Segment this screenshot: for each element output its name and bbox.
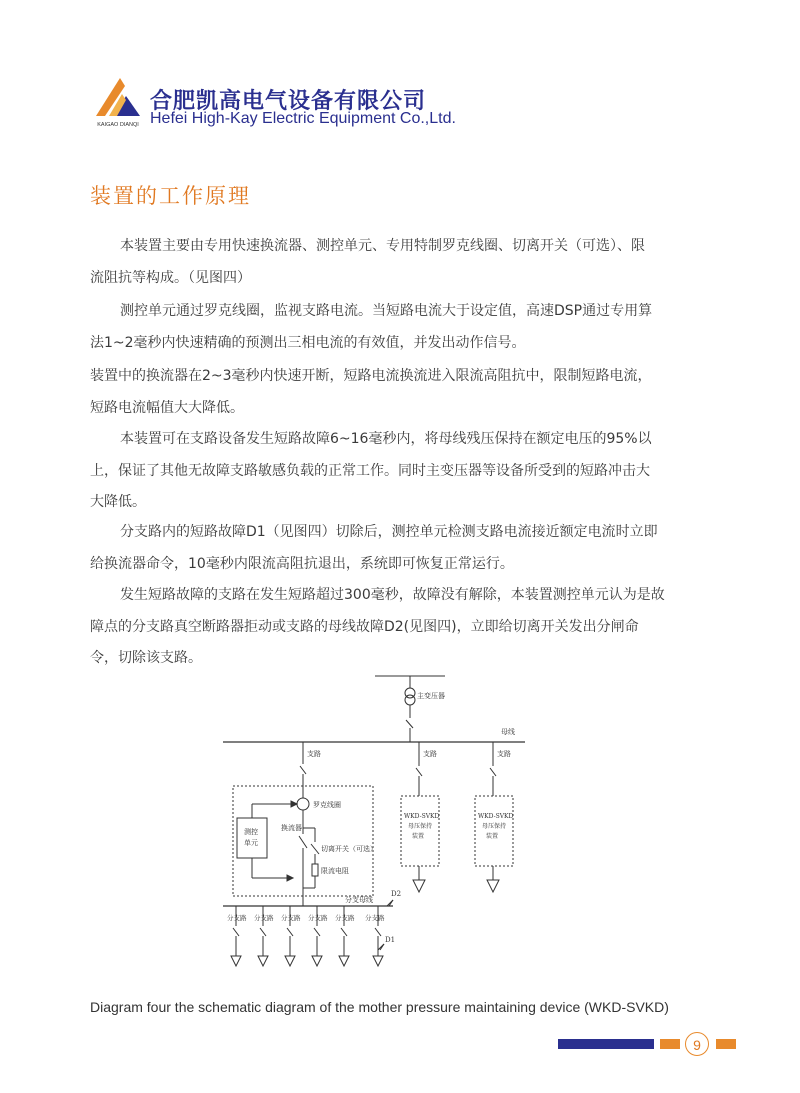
section-title: 装置的工作原理 — [90, 184, 251, 208]
footer-bar — [558, 1039, 654, 1049]
paragraph-2 — [90, 296, 712, 359]
page-number: 9 — [685, 1032, 709, 1056]
wkd-label: 母压保持 — [482, 823, 507, 830]
company-logo — [92, 72, 144, 130]
paragraph-line: 上，保证了其他无故障支路敏感负载的正常工作。同时主变压器等设备所受到的短路冲击大 — [90, 462, 650, 479]
paragraph-3 — [90, 361, 712, 424]
footer-accent — [660, 1039, 680, 1049]
paragraph-line: 发生短路故障的支路在发生短路超过300毫秒，故障没有解除，本装置测控单元认为是故 — [120, 587, 665, 603]
sub-branch-label: 分支路 — [254, 914, 274, 922]
paragraph-line: 短路电流幅值大大降低。 — [90, 399, 244, 416]
paragraph-line: 法1~2毫秒内快速精确的预测出三相电流的有效值，并发出动作信号。 — [90, 334, 526, 351]
measure-unit-label: 测控 — [244, 828, 258, 836]
fault-d2-label: D2 — [391, 890, 402, 898]
company-name-en: Hefei High-Kay Electric Equipment Co.,Ltd. — [150, 110, 456, 127]
branch-label: 支路 — [497, 750, 511, 758]
wkd-label: WKD-SVKD — [404, 813, 440, 820]
paragraph-line: 分支路内的短路故障D1（见图四）切除后，测控单元检测支路电流接近额定电流时立即 — [120, 524, 658, 540]
paragraph-4 — [90, 424, 712, 519]
paragraph-line: 给换流器命令，10毫秒内限流高阻抗退出，系统即可恢复正常运行。 — [90, 555, 514, 572]
logo-text: KAIGAO DIANQI — [97, 122, 139, 128]
paragraph-6 — [90, 580, 712, 675]
branch-bus-label: 分支母线 — [345, 896, 373, 904]
paragraph-line: 流阻抗等构成。（见图四） — [90, 269, 251, 286]
wkd-label: 装置 — [412, 833, 425, 840]
wkd-label: 母压保持 — [408, 823, 433, 830]
paragraph-line: 测控单元通过罗克线圈，监视支路电流。当短路电流大于设定值，高速DSP通过专用算 — [120, 303, 653, 319]
sub-branch-label: 分支路 — [308, 914, 328, 922]
commutator-label: 换流器 — [281, 824, 302, 832]
resistor-label: 限流电阻 — [321, 867, 349, 875]
sub-branch-label: 分支路 — [335, 914, 355, 922]
sub-branch-label: 分支路 — [281, 914, 301, 922]
sub-branch-label: 分支路 — [227, 914, 247, 922]
paragraph-line: 大降低。 — [90, 494, 146, 510]
paragraph-line: 装置中的换流器在2~3毫秒内快速开断，短路电流换流进入限流高阻抗中，限制短路电流， — [90, 368, 652, 384]
paragraph-5 — [90, 517, 712, 580]
disconnect-switch-label: 切离开关（可选） — [321, 845, 377, 853]
main-transformer-label: 主变压器 — [417, 692, 445, 700]
footer-accent — [716, 1039, 736, 1049]
paragraph-line: 令，切除该支路。 — [90, 650, 202, 666]
paragraph-line: 障点的分支路真空断路器拒动或支路的母线故障D2(见图四)，立即给切离开关发出分闸命 — [90, 618, 639, 635]
paragraph-1 — [90, 231, 712, 294]
fault-d1-label: D1 — [385, 936, 396, 944]
sub-branch-label: 分支路 — [365, 914, 385, 922]
rogowski-coil-label: 罗克线圈 — [313, 801, 341, 809]
figure-caption: Diagram four the schematic diagram of the mother pressure maintaining device (WKD-SVKD) — [90, 999, 669, 1015]
schematic-diagram — [215, 668, 545, 986]
paragraph-line: 本装置主要由专用快速换流器、测控单元、专用特制罗克线圈、切离开关（可选）、限 — [120, 238, 645, 254]
bus-label: 母线 — [501, 728, 515, 736]
wkd-label: WKD-SVKD — [478, 813, 514, 820]
branch-label: 支路 — [307, 750, 321, 758]
measure-unit-label: 单元 — [244, 839, 258, 847]
branch-label: 支路 — [423, 750, 437, 758]
company-name-cn: 合肥凯高电气设备有限公司 — [150, 89, 427, 114]
paragraph-line: 本装置可在支路设备发生短路故障6~16毫秒内，将母线残压保持在额定电压的95%以 — [120, 431, 652, 447]
wkd-label: 装置 — [486, 833, 499, 840]
